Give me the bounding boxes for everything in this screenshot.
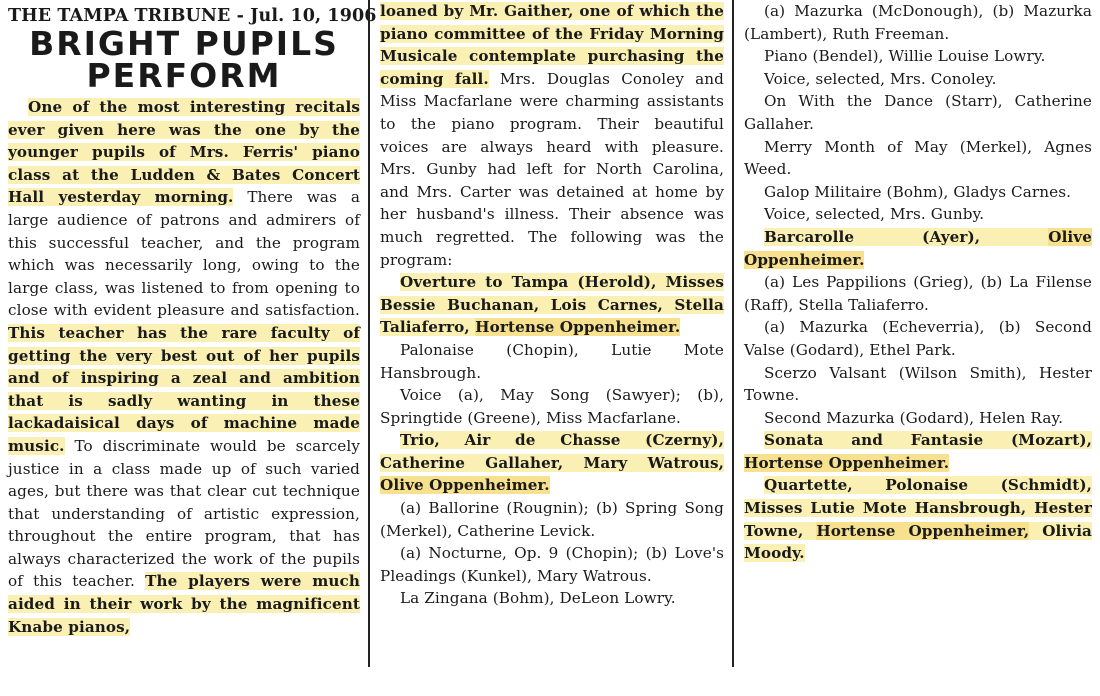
paragraph — [8, 96, 360, 638]
masthead: THE TAMPA TRIBUNE - Jul. 10, 1906 — [8, 6, 377, 26]
highlight-name: Olive Oppenheimer. — [380, 476, 550, 495]
highlight: One of the most interesting recitals ever given here was the one by the younger pupils of Mrs. Ferris' piano class at the Ludden & Bates Concert Hall yesterday morning. — [8, 98, 360, 207]
program-item: Voice, selected, Mrs. Gunby. — [764, 205, 985, 224]
program-item: Galop Militaire (Bohm), Gladys Carnes. — [764, 182, 1072, 201]
headline-line-2: PERFORM — [86, 56, 282, 95]
highlight: Quartette, Polonaise (Schmidt), Misses Lutie Mote Hansbrough, Hester Towne, — [744, 476, 1092, 540]
text: There was a large audience of patrons and admirers of this successful teacher, and the program which was necessarily long, owing to the large class, was listened to from opening to close with evident pleasure and satisfaction. — [8, 188, 360, 320]
highlight: This teacher has the rare faculty of getting the very best out of her pupils and of inspiring a zeal and ambition that is sadly wanting in these lackadaisical days of machine made music. — [8, 323, 360, 455]
program-item: On With the Dance (Starr), Catherine Gallaher. — [744, 92, 1092, 133]
program-item — [380, 429, 724, 497]
program-item — [744, 474, 1092, 564]
highlight-name: Olive Oppenheimer. — [744, 227, 1092, 269]
column-1 — [0, 0, 377, 667]
highlight-name: Hortense Oppenheimer. — [475, 318, 681, 337]
program-item: (a) Ballorine (Rougnin); (b) Spring Song (Merkel), Catherine Levick. — [380, 499, 724, 540]
article-body-col1 — [8, 96, 360, 696]
highlight-name: Hortense Oppenheimer, — [816, 521, 1030, 540]
program-item: Merry Month of May (Merkel), Agnes Weed. — [744, 137, 1092, 179]
program-item: Second Mazurka (Godard), Helen Ray. — [764, 408, 1064, 427]
program-item: (a) Mazurka (Echeverria), (b) Second Valse (Godard), Ethel Park. — [744, 318, 1092, 359]
program-item: Voice, selected, Mrs. Conoley. — [764, 69, 997, 88]
program-item: Voice (a), May Song (Sawyer); (b), Springtide (Greene), Miss Macfarlane. — [380, 386, 724, 427]
program-item: (a) Nocturne, Op. 9 (Chopin); (b) Love's Pleadings (Kunkel), Mary Watrous. — [380, 544, 724, 585]
program-item: (a) Les Pappilions (Grieg), (b) La Filense (Raff), Stella Taliaferro. — [744, 273, 1092, 314]
program-item — [744, 226, 1092, 271]
column-3 — [732, 0, 1100, 667]
article-body-col2 — [380, 0, 724, 610]
program-item — [380, 271, 724, 339]
text: To discriminate would be scarcely justice in a class made up of such varied ages, but there was that clear cut technique that understanding of artistic expression, throughout the entire program, that has always characterized the work of the pupils of this teacher. — [8, 436, 360, 591]
article-body-col3 — [744, 0, 1092, 565]
program-item: (a) Mazurka (McDonough), (b) Mazurka (Lambert), Ruth Freeman. — [744, 2, 1092, 43]
highlight: Barcarolle (Ayer), — [764, 227, 1049, 246]
headline-line-1: BRIGHT PUPILS — [29, 24, 339, 63]
program-item: Piano (Bendel), Willie Louise Lowry. — [764, 47, 1046, 66]
highlight: loaned by Mr. Gaither, one of which the piano committee of the Friday Morning Musicale contemplate purchasing the coming fall. — [380, 2, 724, 88]
program-item — [744, 429, 1092, 474]
column-2 — [368, 0, 732, 667]
headline — [8, 24, 360, 95]
text: Mrs. Douglas Conoley and Miss Macfarlane were charming assistants to the piano program. Their beautiful voices are always heard with pleasure. Mrs. Gunby had left for North Carolina, and Mrs. Carter was detained at home by her husband's illness. Their absence was much regretted. The following was the program: — [380, 69, 724, 269]
highlight: Overture to Tampa (Herold), Misses Bessie Buchanan, Lois Carnes, Stella Taliaferro, — [380, 273, 724, 337]
highlight: Olivia Moody. — [744, 521, 1092, 563]
paragraph — [380, 0, 724, 271]
program-item: Scerzo Valsant (Wilson Smith), Hester Towne. — [744, 363, 1092, 405]
program-item: Palonaise (Chopin), Lutie Mote Hansbrough. — [380, 340, 724, 382]
program-item: La Zingana (Bohm), DeLeon Lowry. — [400, 589, 676, 608]
highlight-name: Hortense Oppenheimer. — [744, 453, 950, 472]
highlight: The players were much aided in their work by the magnificent Knabe pianos, — [8, 572, 360, 636]
highlight: Sonata and Fantasie (Mozart), — [764, 431, 1092, 450]
highlight: Trio, Air de Chasse (Czerny), Catherine Gallaher, Mary Watrous, — [380, 431, 724, 472]
